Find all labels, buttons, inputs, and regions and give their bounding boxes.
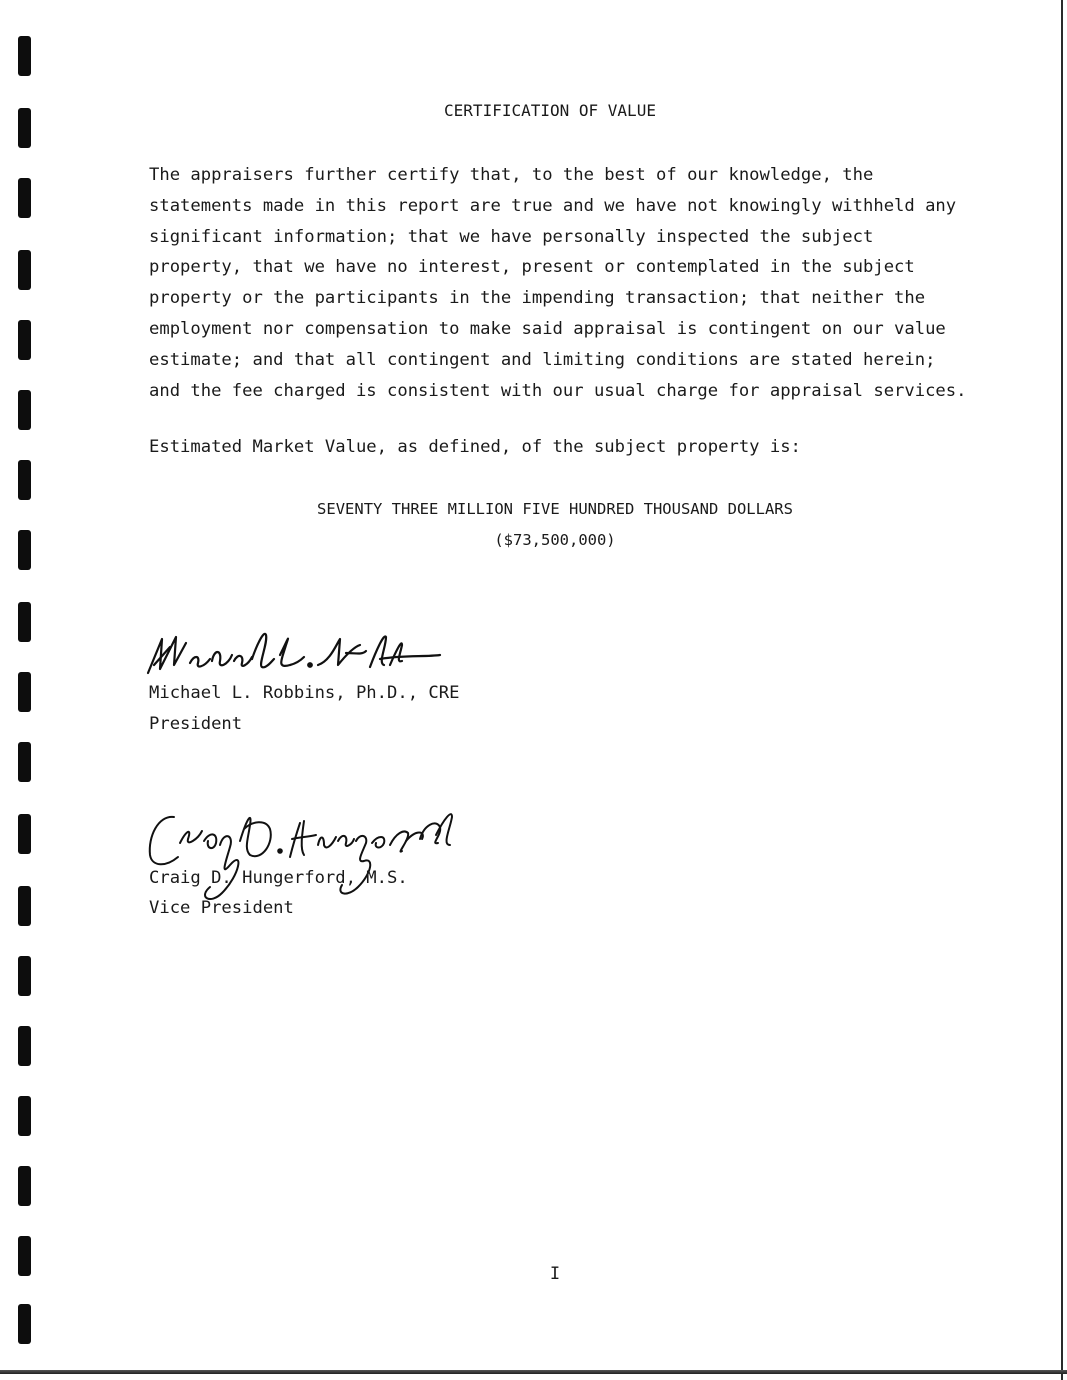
page-number: I	[549, 1264, 561, 1284]
binding-hole	[18, 320, 31, 360]
binding-hole	[18, 814, 31, 854]
binding-holes	[18, 36, 34, 1346]
binding-hole	[18, 1026, 31, 1066]
value-in-words: SEVENTY THREE MILLION FIVE HUNDRED THOUSAND DOLLARS	[317, 500, 793, 518]
estimate-intro: Estimated Market Value, as defined, of the subject property is:	[149, 437, 801, 457]
signature-craig-hungerford	[140, 805, 460, 910]
binding-hole	[18, 1096, 31, 1136]
signer-role: Vice President	[149, 898, 294, 918]
binding-hole	[18, 178, 31, 218]
signer-role: President	[149, 714, 243, 734]
signer-name: Michael L. Robbins, Ph.D., CRE	[149, 683, 460, 703]
page-right-edge	[1061, 0, 1063, 1380]
binding-hole	[18, 390, 31, 430]
binding-hole	[18, 36, 31, 76]
binding-hole	[18, 250, 31, 290]
document-title: CERTIFICATION OF VALUE	[444, 101, 656, 120]
binding-hole	[18, 460, 31, 500]
binding-hole	[18, 742, 31, 782]
signature-michael-robbins	[140, 625, 450, 685]
value-in-numbers: ($73,500,000)	[494, 531, 616, 549]
binding-hole	[18, 602, 31, 642]
binding-hole	[18, 1304, 31, 1344]
signer-name: Craig D. Hungerford, M.S.	[149, 868, 408, 888]
binding-hole	[18, 1166, 31, 1206]
binding-hole	[18, 956, 31, 996]
certification-paragraph: The appraisers further certify that, to the best of our knowledge, the statements made in this report are true and we have not knowingly withheld any significant information; that we have personally inspected the subject property, that we have no interest, present or contemplated in the subject property or the participants in the impending transaction; that neither the employment nor compensation to make said appraisal is contingent on our value estimate; and that all contingent and limiting conditions are stated herein; and the fee charged is consistent with our usual charge for appraisal services.	[149, 165, 967, 401]
page-bottom-edge	[0, 1370, 1067, 1374]
binding-hole	[18, 886, 31, 926]
binding-hole	[18, 672, 31, 712]
